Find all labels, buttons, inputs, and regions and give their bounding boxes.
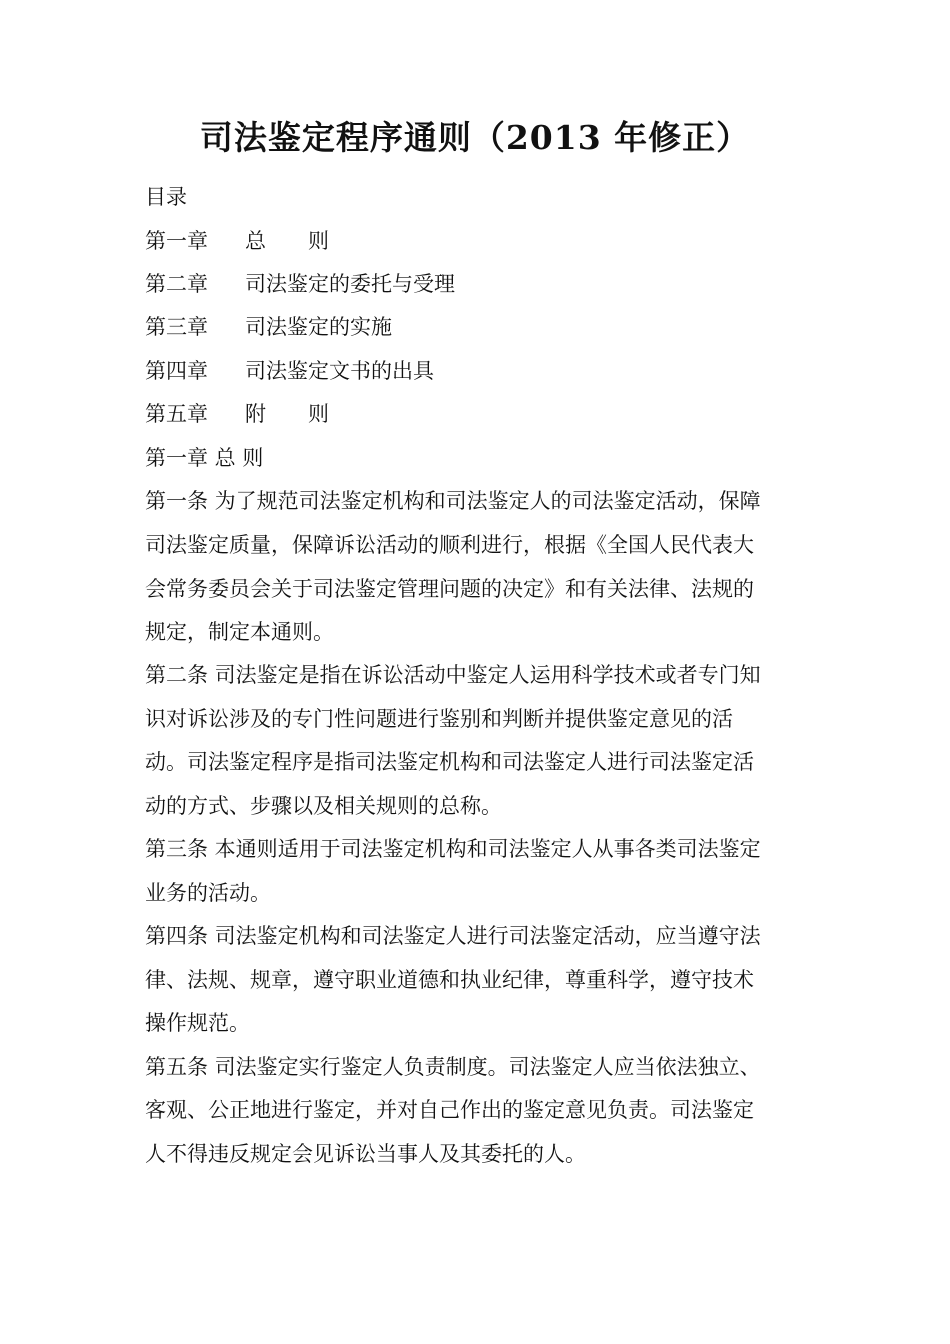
toc-chapter-name: 则	[308, 229, 329, 253]
paragraph-line: 第五条 司法鉴定实行鉴定人负责制度。司法鉴定人应当依法独立、	[145, 1055, 761, 1079]
toc-chapter-name: 司法鉴定的委托与受理	[245, 272, 455, 296]
toc-item-5	[145, 399, 329, 429]
paragraph-line: 第一条 为了规范司法鉴定机构和司法鉴定人的司法鉴定活动，保障	[145, 489, 761, 513]
toc-chapter-name: 则	[308, 402, 329, 426]
toc-chapter-number: 第五章	[145, 402, 208, 426]
paragraph-line: 动。司法鉴定程序是指司法鉴定机构和司法鉴定人进行司法鉴定活	[145, 750, 754, 774]
toc-chapter-number: 第一章	[145, 229, 208, 253]
paragraph-line: 会常务委员会关于司法鉴定管理问题的决定》和有关法律、法规的	[145, 577, 754, 601]
paragraph-line: 第二条 司法鉴定是指在诉讼活动中鉴定人运用科学技术或者专门知	[145, 663, 761, 687]
paragraph-line: 操作规范。	[145, 1011, 250, 1035]
paragraph-line: 业务的活动。	[145, 881, 271, 905]
toc-chapter-number: 第三章	[145, 315, 208, 339]
toc-chapter-name: 司法鉴定文书的出具	[245, 359, 434, 383]
paragraph-line: 律、法规、规章，遵守职业道德和执业纪律，尊重科学，遵守技术	[145, 968, 754, 992]
toc-item-2	[145, 269, 455, 299]
toc-item-4	[145, 356, 434, 386]
toc-item-3	[145, 312, 392, 342]
paragraph-line: 第四条 司法鉴定机构和司法鉴定人进行司法鉴定活动，应当遵守法	[145, 924, 761, 948]
toc-chapter-name: 总	[245, 229, 266, 253]
paragraph-line: 第三条 本通则适用于司法鉴定机构和司法鉴定人从事各类司法鉴定	[145, 837, 761, 861]
toc-chapter-name: 附	[245, 402, 266, 426]
paragraph-line: 司法鉴定质量，保障诉讼活动的顺利进行，根据《全国人民代表大	[145, 533, 754, 557]
paragraph-line: 客观、公正地进行鉴定，并对自己作出的鉴定意见负责。司法鉴定	[145, 1098, 754, 1122]
toc-heading: 目录	[145, 185, 187, 209]
toc-item-1	[145, 226, 329, 256]
paragraph-line: 动的方式、步骤以及相关规则的总称。	[145, 794, 502, 818]
document-title: 司法鉴定程序通则（2013 年修正）	[199, 118, 751, 157]
paragraph-line: 人不得违反规定会见诉讼当事人及其委托的人。	[145, 1142, 586, 1166]
chapter-heading: 第一章 总 则	[145, 446, 264, 470]
paragraph-line: 规定，制定本通则。	[145, 620, 334, 644]
paragraph-line: 识对诉讼涉及的专门性问题进行鉴别和判断并提供鉴定意见的活	[145, 707, 733, 731]
toc-chapter-number: 第二章	[145, 272, 208, 296]
toc-chapter-number: 第四章	[145, 359, 208, 383]
toc-chapter-name: 司法鉴定的实施	[245, 315, 392, 339]
